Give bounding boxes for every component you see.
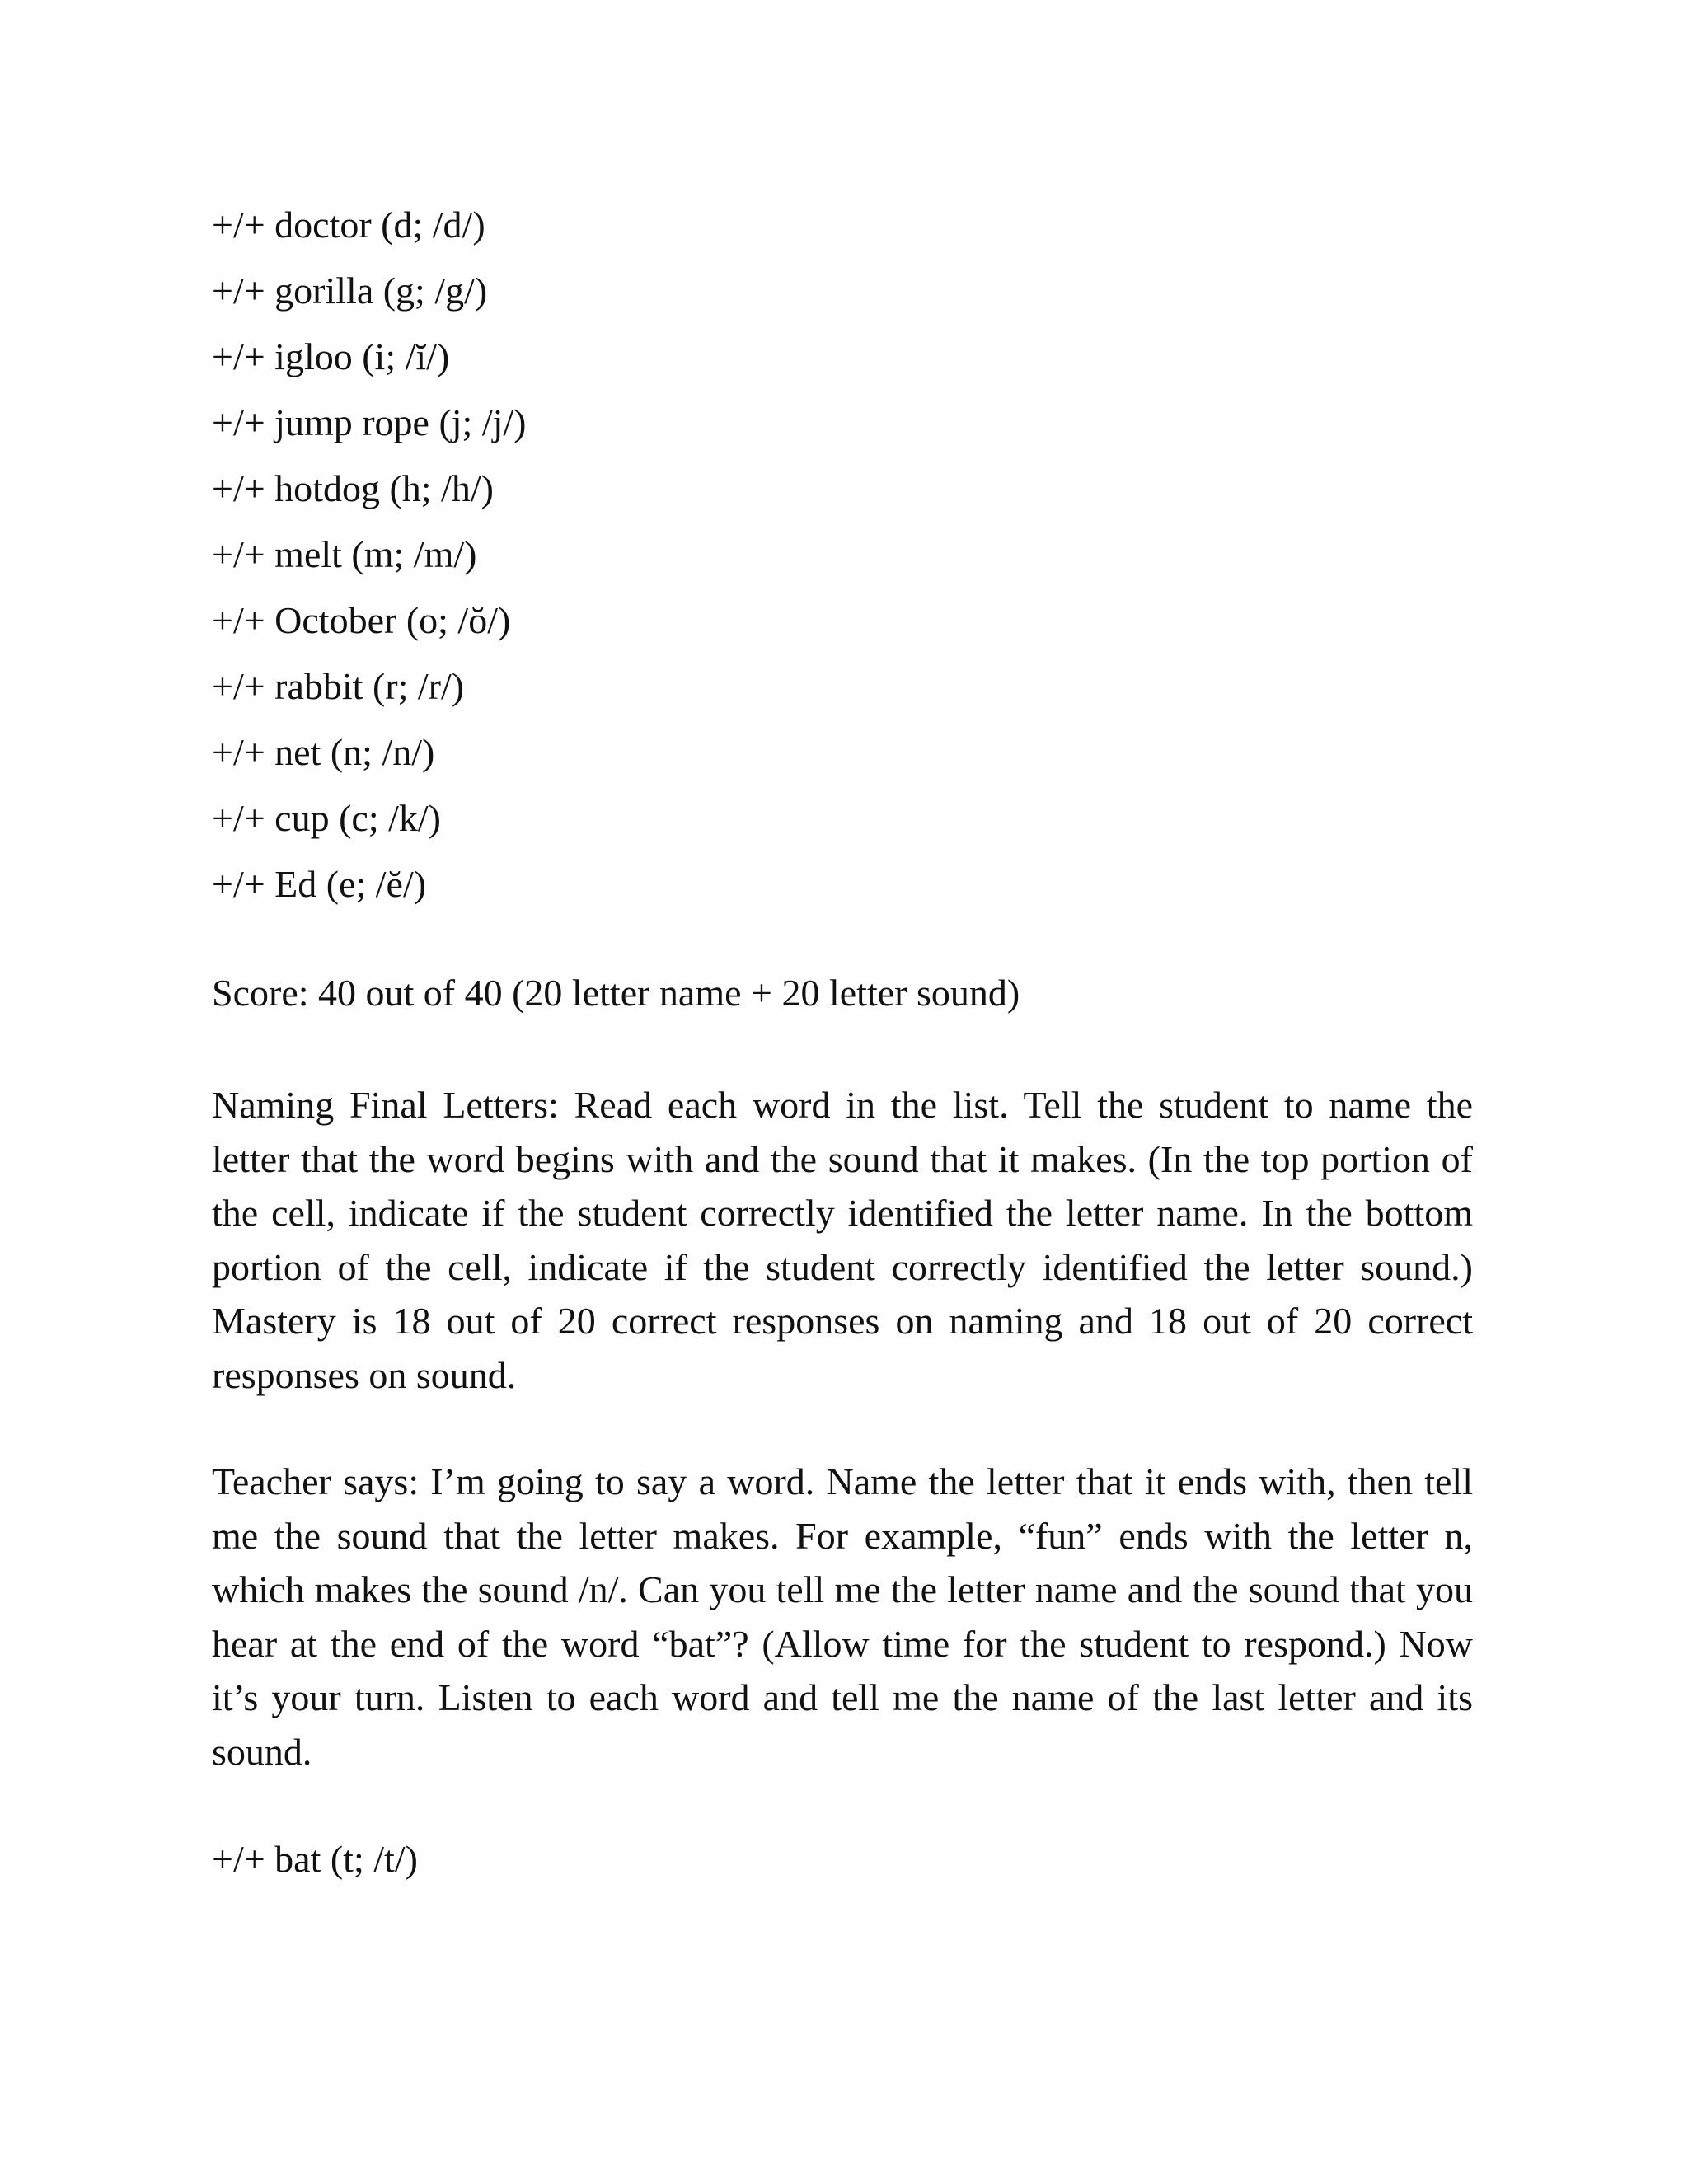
score-line: Score: 40 out of 40 (20 letter name + 20 letter sound) [212, 972, 1020, 1014]
list-item: +/+ net (n; /n/) [212, 731, 435, 773]
naming-final-letters-instructions: Naming Final Letters: Read each word in the list. Tell the student to name the letter that the word begins with and the sound that it makes. (In the top portion of the cell, indicate if the student correctly identified the letter name. In the bottom portion of the cell, indicate if the student correctly identified the letter sound.) Mastery is 18 out of 20 correct responses on naming and 18 out of 20 correct responses on sound. [212, 1084, 1473, 1396]
list-item: +/+ October (o; /ŏ/) [212, 599, 511, 641]
list-item: +/+ melt (m; /m/) [212, 533, 477, 575]
teacher-says-script: Teacher says: I’m going to say a word. Name the letter that it ends with, then tell me the sound that the letter makes. For example, “fun” ends with the letter n, which makes the sound /n/. Can you tell me the letter name and the sound that you hear at the end of the word “bat”? (Allow time for the student to respond.) Now it’s your turn. Listen to each word and tell me the name of the last letter and its sound. [212, 1460, 1473, 1773]
list-item: +/+ doctor (d; /d/) [212, 204, 485, 246]
list-item: +/+ gorilla (g; /g/) [212, 269, 488, 312]
list-item: +/+ igloo (i; /ĭ/) [212, 335, 450, 377]
page-content [212, 198, 1473, 1898]
list-item: +/+ cup (c; /k/) [212, 797, 441, 839]
final-letter-word-list [212, 1832, 1473, 1898]
list-item: +/+ Ed (e; /ĕ/) [212, 863, 427, 905]
list-item: +/+ jump rope (j; /j/) [212, 401, 527, 443]
initial-letter-word-list [212, 198, 1473, 923]
list-item: +/+ bat (t; /t/) [212, 1838, 418, 1880]
list-item: +/+ rabbit (r; /r/) [212, 665, 465, 707]
list-item: +/+ hotdog (h; /h/) [212, 467, 494, 509]
